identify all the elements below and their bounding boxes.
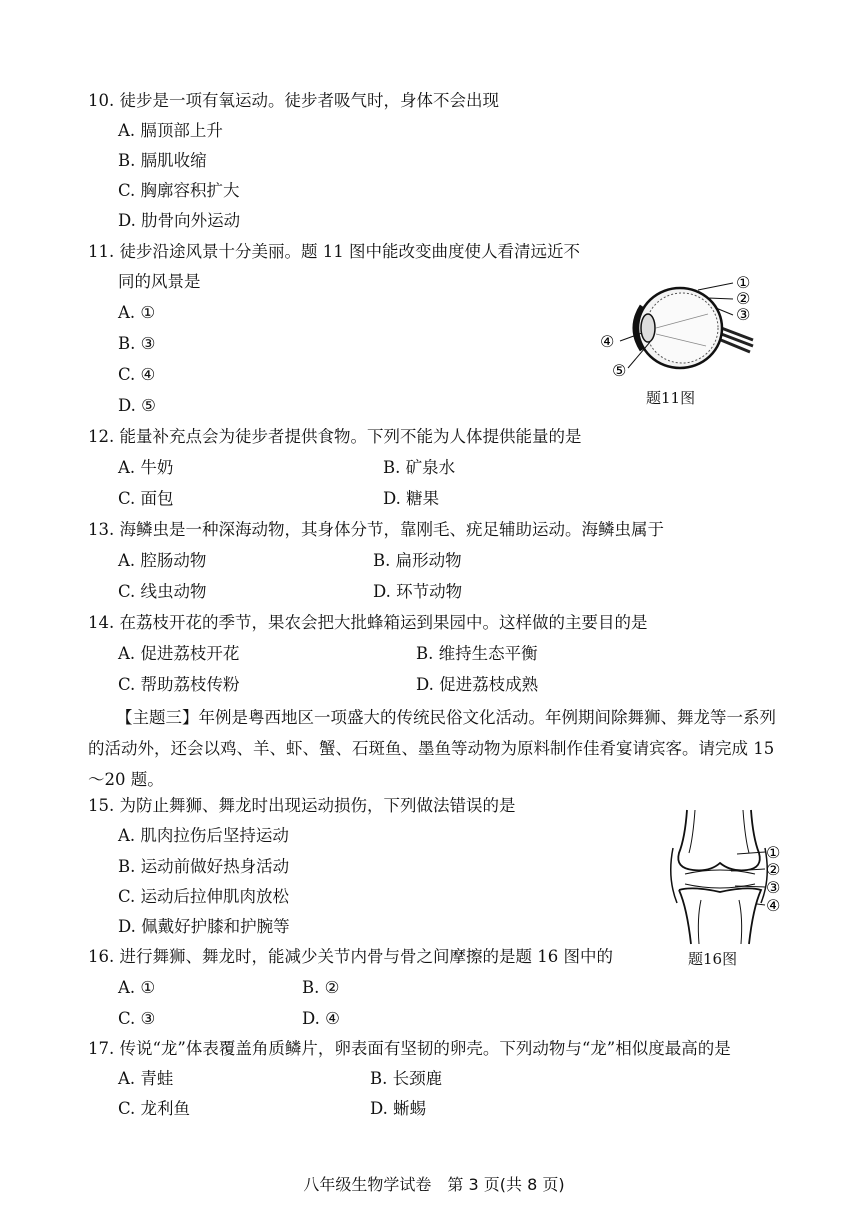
question-16-option-c: C. ③ <box>118 1009 156 1028</box>
question-10-option-b: B. 膈肌收缩 <box>118 151 207 170</box>
question-10-option-c: C. 胸廓容积扩大 <box>118 181 240 200</box>
lower-bone <box>679 888 761 944</box>
question-14-option-a: A. 促进荔枝开花 <box>118 644 240 663</box>
figure-16-caption: 题16图 <box>688 950 738 968</box>
question-13-stem: 13. 海鳞虫是一种深海动物，其身体分节，靠刚毛、疣足辅助运动。海鳞虫属于 <box>88 520 664 539</box>
question-15-option-c: C. 运动后拉伸肌肉放松 <box>118 887 290 906</box>
eye-label-2: ② <box>736 289 751 308</box>
question-12-option-d: D. 糖果 <box>383 489 440 508</box>
lens <box>641 314 655 342</box>
question-11-option-c: C. ④ <box>118 365 156 384</box>
lower-bone-inner <box>739 900 742 944</box>
eye-label-4: ④ <box>600 332 615 351</box>
question-13-option-c: C. 线虫动物 <box>118 582 207 601</box>
upper-bone <box>678 810 760 870</box>
leader-line-1 <box>698 283 733 290</box>
question-14-stem: 14. 在荔枝开花的季节，果农会把大批蜂箱运到果园中。这样做的主要目的是 <box>88 613 648 632</box>
question-15-option-a: A. 肌肉拉伤后坚持运动 <box>118 826 289 845</box>
question-14-option-d: D. 促进荔枝成熟 <box>416 675 539 694</box>
theme-3-intro: 【主题三】年例是粤西地区一项盛大的传统民俗文化活动。年例期间除舞狮、舞龙等一系列的活动外，还会以鸡、羊、虾、蟹、石斑鱼、墨鱼等动物为原料制作佳肴宴请宾客。请完成 15～20 题。 <box>88 708 776 789</box>
question-10-stem: 10. 徒步是一项有氧运动。徒步者吸气时，身体不会出现 <box>88 91 499 110</box>
joint-capsule-left <box>671 848 677 903</box>
question-11-option-b: B. ③ <box>118 334 156 353</box>
question-12-stem: 12. 能量补充点会为徒步者提供食物。下列不能为人体提供能量的是 <box>88 427 582 446</box>
lower-bone <box>679 890 691 944</box>
question-11-option-d: D. ⑤ <box>118 396 156 415</box>
joint-label-2: ② <box>766 860 781 879</box>
question-10-option-d: D. 肋骨向外运动 <box>118 211 241 230</box>
question-16-option-a: A. ① <box>118 978 156 997</box>
question-14-option-c: C. 帮助荔枝传粉 <box>118 675 240 694</box>
question-10-option-a: A. 膈顶部上升 <box>118 121 223 140</box>
question-16-stem: 16. 进行舞狮、舞龙时，能减少关节内骨与骨之间摩擦的是题 16 图中的 <box>88 947 613 966</box>
eye-label-1: ① <box>736 273 751 292</box>
joint-label-3: ③ <box>766 878 781 897</box>
question-16-option-b: B. ② <box>302 978 340 997</box>
question-17-option-a: A. 青蛙 <box>118 1069 174 1088</box>
eye-diagram-figure <box>598 268 768 388</box>
joint-leader-1 <box>737 852 765 854</box>
joint-leader-4 <box>757 904 765 905</box>
eye-label-3: ③ <box>736 305 751 324</box>
lower-bone-inner <box>698 900 701 944</box>
question-15-stem: 15. 为防止舞狮、舞龙时出现运动损伤，下列做法错误的是 <box>88 796 516 815</box>
question-11-stem-cont: 同的风景是 <box>118 272 201 291</box>
figure-11-caption: 题11图 <box>646 389 696 407</box>
question-13-option-a: A. 腔肠动物 <box>118 551 207 570</box>
question-17-stem: 17. 传说“龙”体表覆盖角质鳞片，卵表面有坚韧的卵壳。下列动物与“龙”相似度最高的是 <box>88 1039 731 1058</box>
page-footer: 八年级生物学试卷 第 3 页(共 8 页) <box>303 1175 565 1194</box>
eye-label-5: ⑤ <box>612 361 627 380</box>
question-12-option-c: C. 面包 <box>118 489 174 508</box>
question-11-stem: 11. 徒步沿途风景十分美丽。题 11 图中能改变曲度使人看清远近不 <box>88 242 580 261</box>
leader-line-2 <box>708 298 733 299</box>
joint-diagram-figure <box>665 808 785 946</box>
joint-label-4: ④ <box>766 896 781 915</box>
question-15-option-b: B. 运动前做好热身活动 <box>118 857 290 876</box>
upper-bone-inner <box>743 810 749 853</box>
question-15-option-d: D. 佩戴好护膝和护腕等 <box>118 917 290 936</box>
question-14-option-b: B. 维持生态平衡 <box>416 644 538 663</box>
joint-label-1: ① <box>766 843 781 862</box>
question-16-option-d: D. ④ <box>302 1009 340 1028</box>
question-17-option-c: C. 龙利鱼 <box>118 1099 191 1118</box>
upper-bone-inner <box>689 810 695 853</box>
question-12-option-a: A. 牛奶 <box>118 458 174 477</box>
question-17-option-b: B. 长颈鹿 <box>370 1069 443 1088</box>
question-11-option-a: A. ① <box>118 303 156 322</box>
question-13-option-b: B. 扁形动物 <box>373 551 462 570</box>
question-12-option-b: B. 矿泉水 <box>383 458 456 477</box>
question-17-option-d: D. 蜥蜴 <box>370 1099 427 1118</box>
question-13-option-d: D. 环节动物 <box>373 582 463 601</box>
